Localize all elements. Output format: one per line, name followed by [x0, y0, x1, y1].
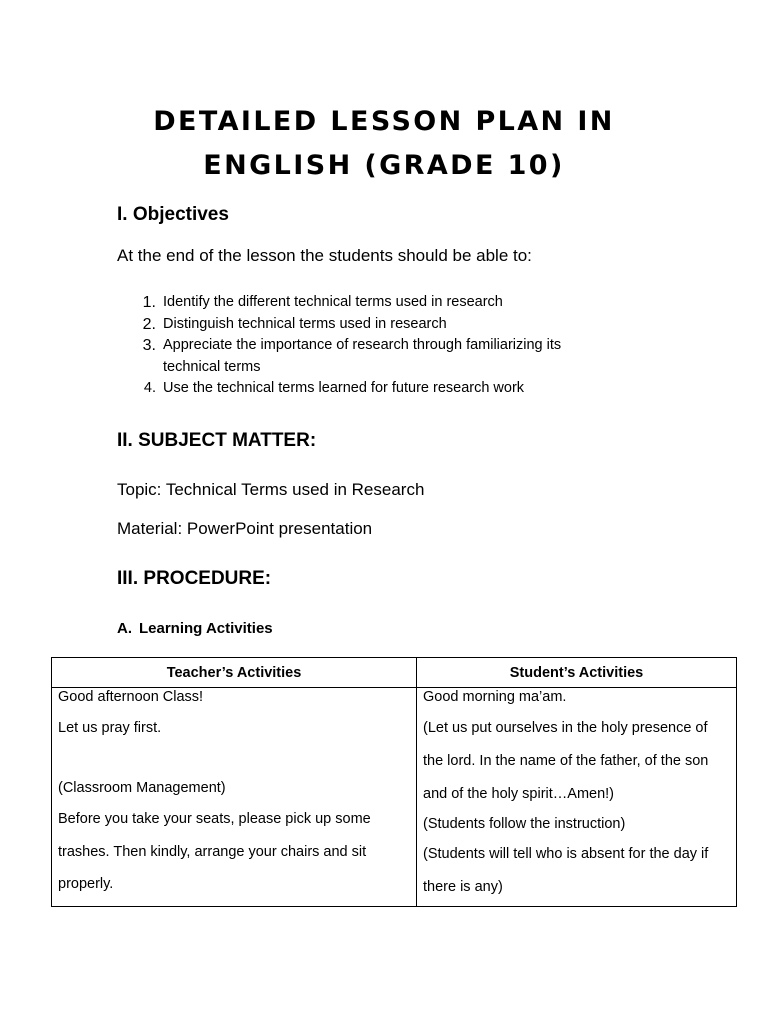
list-item — [136, 378, 606, 400]
list-item-number: 3. — [142, 337, 156, 354]
list-item-number: 2. — [142, 315, 156, 333]
student-line: (Let us put ourselves in the holy presence of — [423, 720, 708, 736]
student-activities-cell — [417, 688, 737, 907]
document-title — [0, 100, 768, 188]
learning-activities-heading — [117, 618, 273, 640]
title-line-2: ENGLISH (GRADE 10) — [203, 150, 565, 181]
list-item-text: Use the technical terms learned for future research work — [163, 380, 525, 396]
teacher-line: (Classroom Management) — [58, 780, 226, 796]
list-item-text: Distinguish technical terms used in research — [163, 315, 447, 332]
table-row — [52, 688, 737, 907]
procedure-heading: III. PROCEDURE: — [117, 568, 272, 589]
teacher-activities-header: Teacher’s Activities — [52, 658, 417, 688]
list-item-number: 4. — [143, 380, 156, 396]
list-item — [136, 335, 606, 378]
student-line: (Students will tell who is absent for the day if — [423, 846, 709, 862]
list-item — [136, 314, 606, 336]
table-header-row — [52, 658, 737, 688]
sub-heading-label: Learning Activities — [139, 620, 273, 637]
teacher-line: trashes. Then kindly, arrange your chairs and sit — [58, 844, 367, 860]
teacher-line: Before you take your seats, please pick up some — [58, 811, 371, 827]
student-line: and of the holy spirit…Amen!) — [423, 786, 615, 802]
student-line: Good morning ma’am. — [423, 689, 567, 705]
teacher-line: properly. — [58, 876, 114, 892]
objectives-list — [136, 292, 606, 400]
teacher-activities-cell — [52, 688, 417, 907]
activities-table — [51, 657, 737, 907]
list-item-text: Appreciate the importance of research through familiarizing its technical terms — [163, 337, 562, 375]
teacher-line: Let us pray first. — [58, 720, 162, 736]
list-item-number: 1. — [142, 294, 156, 311]
subject-material: Material: PowerPoint presentation — [117, 519, 373, 538]
subject-topic: Topic: Technical Terms used in Research — [117, 480, 425, 499]
list-item — [136, 292, 606, 314]
sub-heading-number: A. — [117, 620, 132, 637]
teacher-line: Good afternoon Class! — [58, 689, 204, 705]
student-line: there is any) — [423, 879, 503, 895]
objectives-intro: At the end of the lesson the students should be able to: — [117, 246, 532, 265]
list-item-text: Identify the different technical terms used in research — [163, 294, 503, 310]
subject-matter-heading: II. SUBJECT MATTER: — [117, 430, 317, 451]
title-line-1: DETAILED LESSON PLAN IN — [153, 106, 615, 137]
student-line: the lord. In the name of the father, of the son — [423, 753, 709, 769]
student-line: (Students follow the instruction) — [423, 816, 626, 832]
objectives-heading: I. Objectives — [117, 204, 229, 225]
student-activities-header: Student’s Activities — [417, 658, 737, 688]
